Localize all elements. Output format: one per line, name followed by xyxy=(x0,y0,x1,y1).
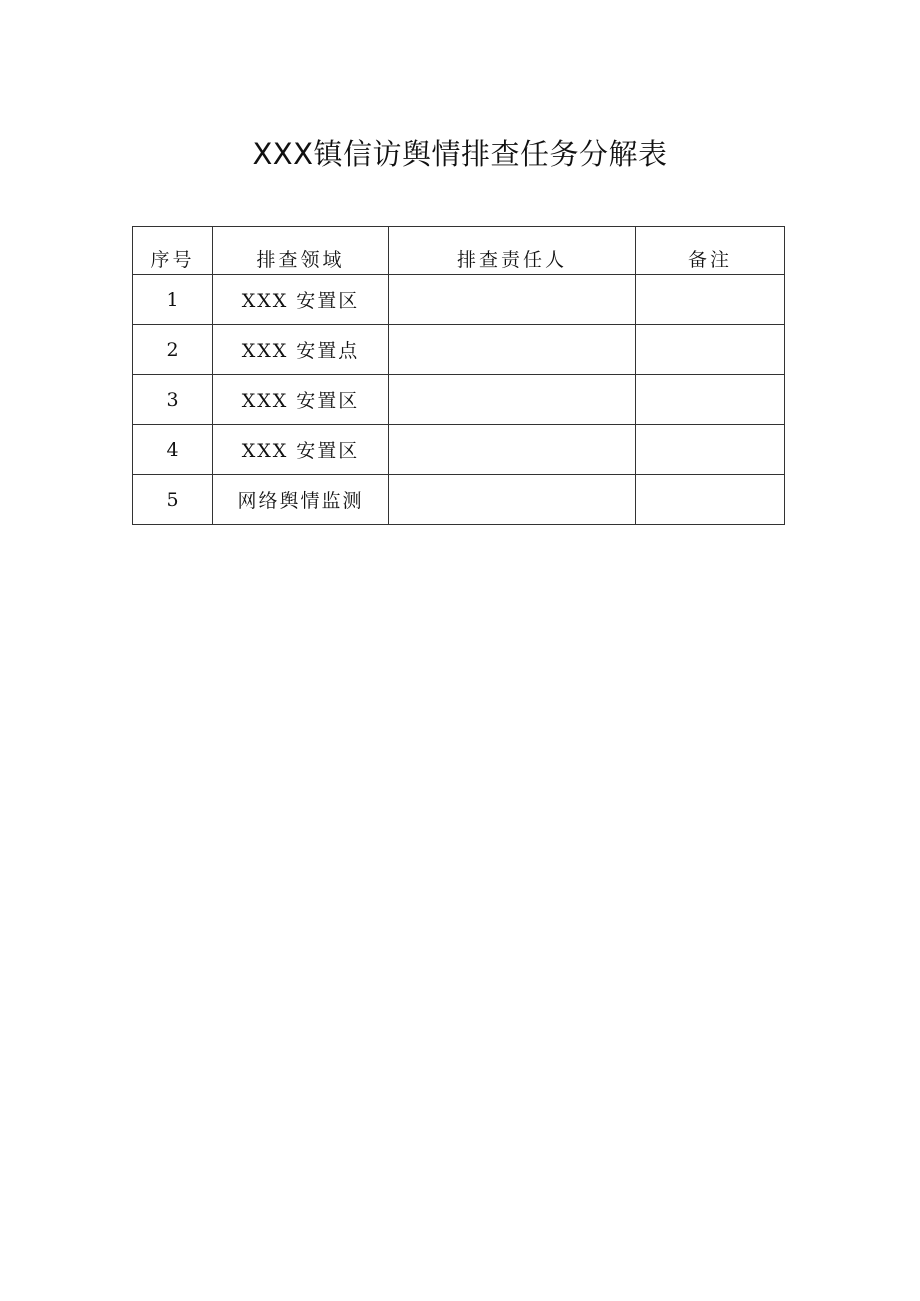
page-title: XXX镇信访舆情排查任务分解表 xyxy=(252,137,668,171)
row-index-cell: 1 xyxy=(133,275,213,325)
table-row xyxy=(133,325,785,375)
row-area-cell: XXX 安置点 xyxy=(213,325,389,375)
row-responsible-cell[interactable] xyxy=(389,275,636,325)
row-area-cell: XXX 安置区 xyxy=(213,275,389,325)
row-area-cell: 网络舆情监测 xyxy=(213,475,389,525)
row-remarks-cell[interactable] xyxy=(636,375,785,425)
table-row xyxy=(133,275,785,325)
table-row xyxy=(133,475,785,525)
row-area-cell: XXX 安置区 xyxy=(213,375,389,425)
row-remarks-cell[interactable] xyxy=(636,325,785,375)
header-responsible: 排查责任人 xyxy=(389,227,636,275)
table-row xyxy=(133,375,785,425)
task-breakdown-table xyxy=(132,226,785,525)
header-index: 序号 xyxy=(133,227,213,275)
header-area: 排查领域 xyxy=(213,227,389,275)
header-remarks: 备注 xyxy=(636,227,785,275)
row-responsible-cell[interactable] xyxy=(389,375,636,425)
row-index-cell: 4 xyxy=(133,425,213,475)
row-responsible-cell[interactable] xyxy=(389,325,636,375)
table-row xyxy=(133,425,785,475)
table-header-row xyxy=(133,227,785,275)
row-responsible-cell[interactable] xyxy=(389,425,636,475)
row-area-cell: XXX 安置区 xyxy=(213,425,389,475)
row-index-cell: 3 xyxy=(133,375,213,425)
row-remarks-cell[interactable] xyxy=(636,275,785,325)
row-index-cell: 5 xyxy=(133,475,213,525)
row-remarks-cell[interactable] xyxy=(636,475,785,525)
row-index-cell: 2 xyxy=(133,325,213,375)
row-responsible-cell[interactable] xyxy=(389,475,636,525)
row-remarks-cell[interactable] xyxy=(636,425,785,475)
